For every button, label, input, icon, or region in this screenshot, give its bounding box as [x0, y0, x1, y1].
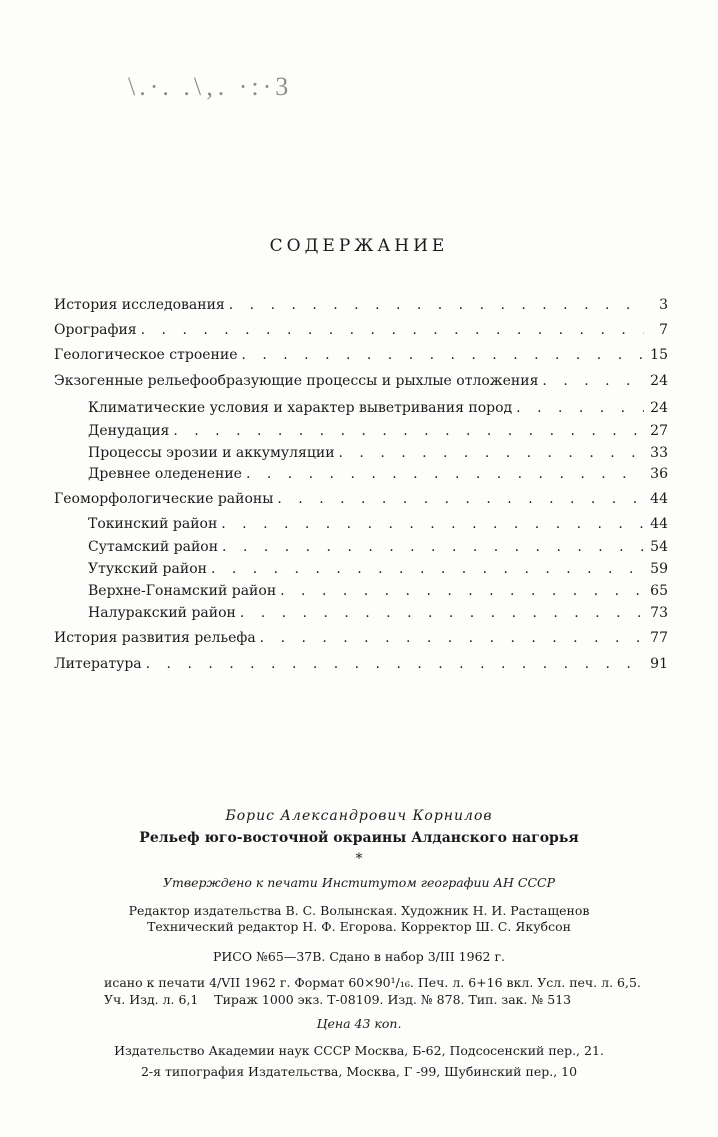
toc-entry — [54, 489, 668, 509]
toc-leader-dots — [222, 537, 644, 557]
toc-leader-dots — [542, 371, 644, 391]
toc-entry-label: Утукский район — [88, 561, 207, 577]
toc-entry — [54, 320, 668, 340]
toc-entry-label: Климатические условия и характер выветривания пород — [88, 400, 513, 416]
price: Цена 43 коп. — [316, 1016, 402, 1031]
separator-star: * — [355, 851, 363, 867]
toc-entry — [88, 537, 668, 557]
toc-entry — [88, 443, 668, 463]
print-info-line-2: Уч. Изд. л. 6,1 Тираж 1000 экз. Т-08109. Изд. № 878. Тип. зак. № 513 — [104, 992, 572, 1007]
toc-entry-page: 3 — [659, 297, 668, 313]
toc-leader-dots — [241, 345, 644, 365]
toc-entry — [54, 295, 668, 315]
approval-line: Утверждено к печати Институтом географии АН СССР — [163, 875, 555, 890]
toc-leader-dots — [260, 628, 644, 648]
toc-entry-page: 15 — [650, 347, 668, 363]
toc-entry-page: 44 — [650, 516, 668, 532]
toc-entry-page: 54 — [650, 539, 668, 555]
book-title: Рельеф юго-восточной окраины Алданского нагорья — [139, 830, 579, 846]
toc-entry — [88, 603, 668, 623]
author-name: Борис Александрович Корнилов — [225, 808, 493, 824]
toc-entry — [54, 628, 668, 648]
toc-entry-page: 24 — [650, 373, 668, 389]
editors-line-1: Редактор издательства В. С. Волынская. Художник Н. И. Растащенов — [128, 903, 590, 918]
toc-entry-label: Сутамский район — [88, 539, 219, 555]
printing-house-line: 2-я типография Издательства, Москва, Г -99, Шубинский пер., 10 — [140, 1064, 578, 1079]
toc-entry-page: 24 — [650, 400, 668, 416]
toc-entry — [88, 514, 668, 534]
toc-entry — [88, 464, 668, 484]
toc-entry — [88, 581, 668, 601]
toc-entry-label: Верхне-Гонамский район — [88, 583, 277, 599]
toc-leader-dots — [229, 295, 644, 315]
toc-leader-dots — [240, 603, 644, 623]
toc-leader-dots — [141, 320, 644, 340]
editors-line-2: Технический редактор Н. Ф. Егорова. Корректор Ш. С. Якубсон — [147, 919, 571, 934]
toc-entry-label: Токинский район — [88, 516, 218, 532]
toc-leader-dots — [339, 443, 644, 463]
toc-leader-dots — [280, 581, 644, 601]
toc-entry-label: Геоморфологические районы — [54, 491, 274, 507]
toc-entry — [88, 559, 668, 579]
toc-entry-label: Денудация — [88, 423, 170, 439]
toc-entry-page: 44 — [650, 491, 668, 507]
toc-entry-label: Экзогенные рельефообразующие процессы и рыхлые отложения — [54, 373, 539, 389]
toc-leader-dots — [221, 514, 644, 534]
toc-entry-page: 33 — [650, 445, 668, 461]
toc-entry — [54, 654, 668, 674]
toc-entry-page: 27 — [650, 423, 668, 439]
toc-entry-page: 91 — [650, 656, 668, 672]
toc-entry-label: История исследования — [54, 297, 225, 313]
riso-line: РИСО №65—37В. Сдано в набор 3/III 1962 г. — [213, 949, 505, 964]
toc-leader-dots — [173, 421, 644, 441]
toc-entry-label: Процессы эрозии и аккумуляции — [88, 445, 335, 461]
toc-entry-label: Литература — [54, 656, 142, 672]
print-info-line-1: исано к печати 4/VII 1962 г. Формат 60×90¹/₁₆. Печ. л. 6+16 вкл. Усл. печ. л. 6,5. — [104, 975, 641, 990]
toc-entry — [54, 371, 668, 391]
toc-leader-dots — [146, 654, 644, 674]
toc-entry-label: Древнее оледенение — [88, 466, 242, 482]
toc-entry-page: 36 — [650, 466, 668, 482]
toc-entry-page: 59 — [650, 561, 668, 577]
toc-entry — [54, 345, 668, 365]
toc-entry-page: 65 — [650, 583, 668, 599]
publisher-line: Издательство Академии наук СССР Москва, Б-62, Подсосенский пер., 21. — [114, 1043, 604, 1058]
toc-title: СОДЕРЖАНИЕ — [269, 236, 449, 256]
toc-entry — [88, 398, 668, 418]
toc-leader-dots — [516, 398, 644, 418]
toc-entry-label: История развития рельефа — [54, 630, 256, 646]
toc-leader-dots — [277, 489, 644, 509]
toc-entry-label: Налуракский район — [88, 605, 236, 621]
toc-leader-dots — [246, 464, 644, 484]
toc-entry-page: 77 — [650, 630, 668, 646]
toc-entry-page: 73 — [650, 605, 668, 621]
toc-entry — [88, 421, 668, 441]
handwritten-stamp-mark: \.·. .\‚. ·:·3 — [128, 72, 293, 101]
toc-entry-label: Орография — [54, 322, 137, 338]
toc-entry-page: 7 — [659, 322, 668, 338]
toc-leader-dots — [211, 559, 644, 579]
toc-entry-label: Геологическое строение — [54, 347, 238, 363]
